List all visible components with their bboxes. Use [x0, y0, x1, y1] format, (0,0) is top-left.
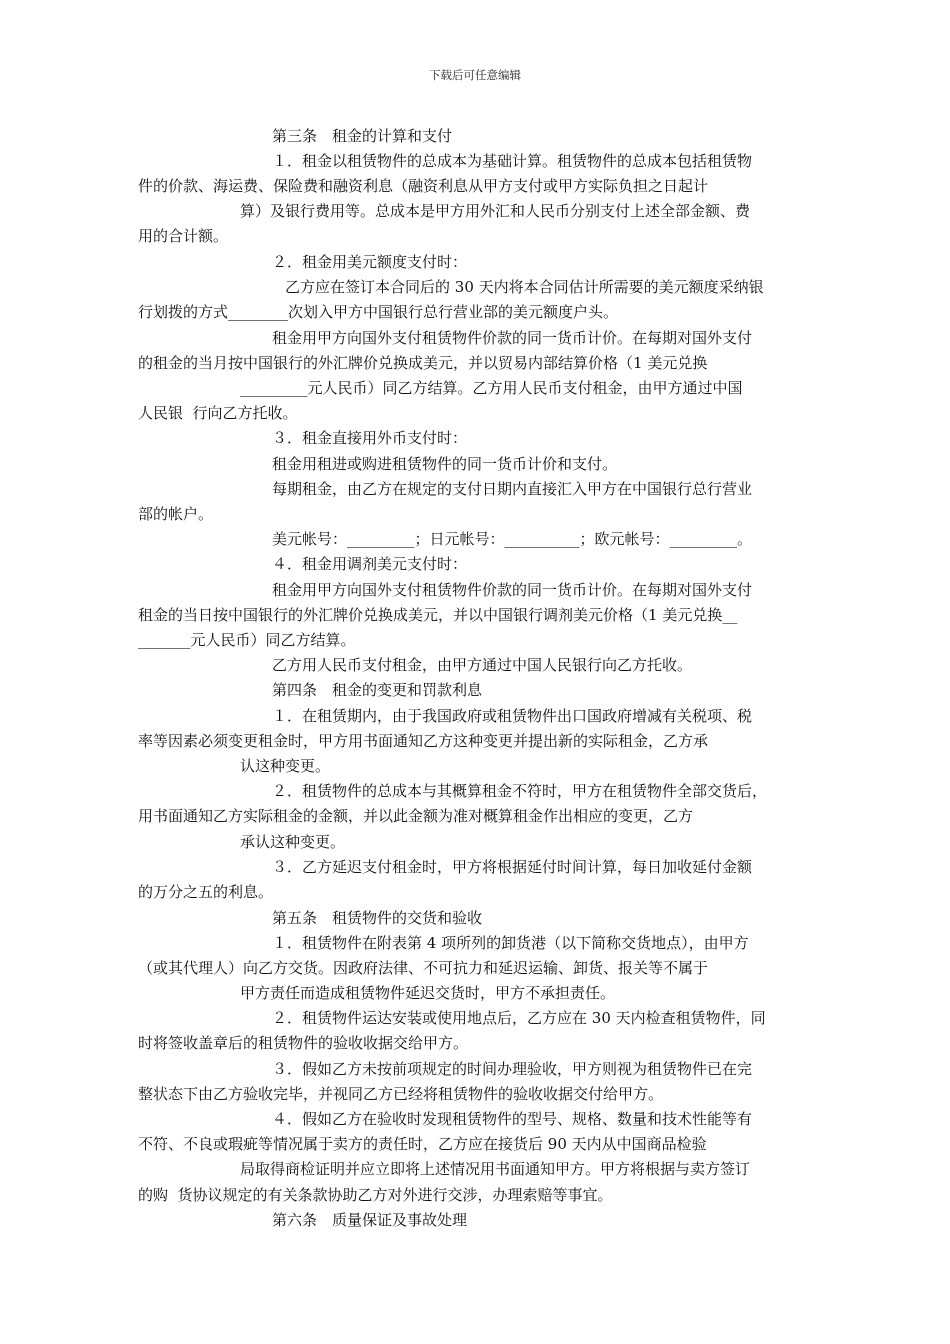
article-6-title: 第六条 质量保证及事故处理: [272, 1211, 468, 1229]
paragraph-line: 率等因素必须变更租金时，甲方用书面通知乙方这种变更并提出新的实际租金，乙方承: [138, 732, 709, 750]
paragraph-line: 部的帐户。: [138, 505, 214, 523]
account-numbers-line: 美元帐号：_________；日元帐号：__________；欧元帐号：_________。: [272, 530, 753, 548]
paragraph-line: １．在租赁期内，由于我国政府或租赁物件出口国政府增减有关税项、税: [272, 707, 753, 725]
paragraph-line: 租金用甲方向国外支付租赁物件价款的同一货币计价。在每期对国外支付: [272, 581, 753, 599]
article-3-title: 第三条 租金的计算和支付: [272, 127, 453, 145]
paragraph-line: 每期租金，由乙方在规定的支付日期内直接汇入甲方在中国银行总行营业: [272, 480, 753, 498]
paragraph-line: 行划拨的方式________次划入甲方中国银行总行营业部的美元额度户头。: [138, 303, 619, 321]
paragraph-line: 租金用甲方向国外支付租赁物件价款的同一货币计价。在每期对国外支付: [272, 329, 753, 347]
paragraph-line: 承认这种变更。: [240, 833, 346, 851]
paragraph-line: 算）及银行费用等。总成本是甲方用外汇和人民币分别支付上述全部金额、费: [240, 202, 751, 220]
paragraph-line: ４．假如乙方在验收时发现租赁物件的型号、规格、数量和技术性能等有: [272, 1110, 753, 1128]
paragraph-line: ２．租赁物件的总成本与其概算租金不符时，甲方在租赁物件全部交货后，: [272, 782, 768, 800]
paragraph-line: ２．租赁物件运达安装或使用地点后，乙方应在 30 天内检查租赁物件，同: [272, 1009, 766, 1027]
paragraph-line: 用的合计额。: [138, 227, 229, 245]
paragraph-line: 的租金的当月按中国银行的外汇牌价兑换成美元，并以贸易内部结算价格（1 美元兑换: [138, 354, 708, 372]
page-header: 下载后可任意编辑: [429, 68, 521, 82]
article-4-title: 第四条 租金的变更和罚款利息: [272, 681, 483, 699]
paragraph-line: 用书面通知乙方实际租金的金额，并以此金额为准对概算租金作出相应的变更，乙方: [138, 807, 694, 825]
paragraph-line: 不符、不良或瑕疵等情况属于卖方的责任时，乙方应在接货后 90 天内从中国商品检验: [138, 1135, 707, 1153]
paragraph-line: ３．乙方延迟支付租金时，甲方将根据延付时间计算，每日加收延付金额: [272, 858, 753, 876]
paragraph-line: 乙方应在签订本合同后的 30 天内将本合同估计所需要的美元额度采纳银: [285, 278, 764, 296]
paragraph-line: 的购 货协议规定的有关条款协助乙方对外进行交涉，办理索赔等事宜。: [138, 1186, 613, 1204]
paragraph-line: 件的价款、海运费、保险费和融资利息（融资利息从甲方支付或甲方实际负担之日起计: [138, 177, 709, 195]
paragraph-line: _________元人民币）同乙方结算。乙方用人民币支付租金，由甲方通过中国: [240, 379, 743, 397]
article-5-title: 第五条 租赁物件的交货和验收: [272, 909, 483, 927]
paragraph-line: _______元人民币）同乙方结算。: [138, 631, 356, 649]
paragraph-line: 人民银 行向乙方托收。: [138, 404, 298, 422]
paragraph-line: 的万分之五的利息。: [138, 883, 274, 901]
paragraph-line: 租金用租进或购进租赁物件的同一货币计价和支付。: [272, 455, 618, 473]
paragraph-line: 甲方责任而造成租赁物件延迟交货时，甲方不承担责任。: [240, 984, 616, 1002]
paragraph-line: １．租金以租赁物件的总成本为基础计算。租赁物件的总成本包括租赁物: [272, 152, 753, 170]
paragraph-line: １．租赁物件在附表第 4 项所列的卸货港（以下简称交货地点），由甲方: [272, 934, 749, 952]
paragraph-line: （或其代理人）向乙方交货。因政府法律、不可抗力和延迟运输、卸货、报关等不属于: [138, 959, 709, 977]
paragraph-line: ４．租金用调剂美元支付时：: [272, 555, 468, 573]
paragraph-line: ３．租金直接用外币支付时：: [272, 429, 468, 447]
paragraph-line: 整状态下由乙方验收完毕，并视同乙方已经将租赁物件的验收收据交付给甲方。: [138, 1085, 664, 1103]
paragraph-line: 乙方用人民币支付租金，由甲方通过中国人民银行向乙方托收。: [272, 656, 693, 674]
paragraph-line: ３．假如乙方未按前项规定的时间办理验收，甲方则视为租赁物件已在完: [272, 1060, 753, 1078]
paragraph-line: 时将签收盖章后的租赁物件的验收收据交给甲方。: [138, 1034, 469, 1052]
paragraph-line: 认这种变更。: [240, 757, 331, 775]
paragraph-line: ２．租金用美元额度支付时：: [272, 253, 468, 271]
paragraph-line: 局取得商检证明并应立即将上述情况用书面通知甲方。甲方将根据与卖方签订: [240, 1160, 751, 1178]
paragraph-line: 租金的当日按中国银行的外汇牌价兑换成美元，并以中国银行调剂美元价格（1 美元兑换__: [138, 606, 738, 624]
